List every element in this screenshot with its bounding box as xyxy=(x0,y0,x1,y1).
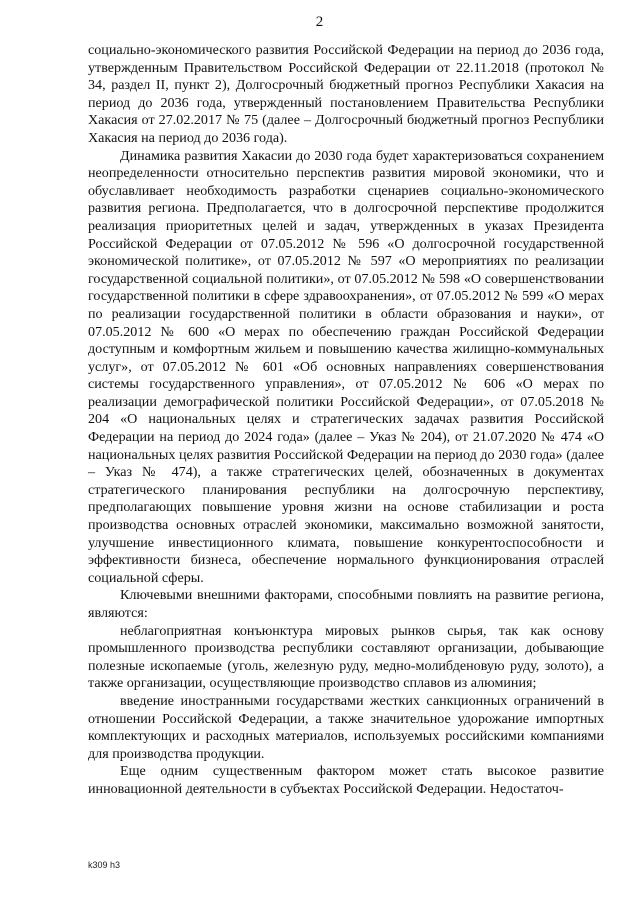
body-text xyxy=(88,42,604,799)
paragraph-innovation: Еще одним существенным фактором может стать высокое развитие инновационной деятельности в субъектах Российской Федерации. Недостаточ- xyxy=(88,763,604,797)
list-item-sanctions: введение иностранными государствами жестких санкционных ограничений в отношении Российской Федерации, а также значительное удорожание импортных комплектующих и расходных материалов, используемых российскими компаниями для производства продукции. xyxy=(88,692,604,762)
list-item-commodity-markets: неблагоприятная конъюнктура мировых рынков сырья, так как основу промышленного производства республики составляют организации, добывающие полезные ископаемые (уголь, железную руду, медно-молибденовую руду, золото), а также организации, осуществляющие производство сплавов из алюминия; xyxy=(88,622,604,692)
paragraph-key-factors: Ключевыми внешними факторами, способными повлиять на развитие региона, являются: xyxy=(88,587,604,621)
footer-code: k309 h3 xyxy=(88,860,121,870)
page-number: 2 xyxy=(315,14,324,30)
paragraph-dynamics: Динамика развития Хакасии до 2030 года будет характеризоваться сохранением неопределенности относительно перспектив развития мировой экономики, что и обуславливает необходимость разработки сценариев социально-экономического развития региона. Предполагается, что в долгосрочной перспективе продолжится реализация приоритетных целей и задач, утвержденных в указах Президента Российской Федерации от 07.05.2012 № 596 «О долгосрочной государственной экономической политике», от 07.05.2012 № 597 «О мероприятиях по реализации государственной социальной политики», от 07.05.2012 № 598 «О совершенствовании государственной политики в сфере здравоохранения», от 07.05.2012 № 599 «О мерах по реализации государственной политики в области образования и науки», от 07.05.2012 № 600 «О мерах по обеспечению граждан Российской Федерации доступным и комфортным жильем и повышению качества жилищно-коммунальных услуг», от 07.05.2012 № 601 «Об основных направлениях совершенствования системы государственного управления», от 07.05.2012 № 606 «О мерах по реализации демографической политики Российской Федерации», от 07.05.2018 № 204 «О национальных целях и стратегических задачах развития Российской Федерации на период до 2024 года» (далее – Указ № 204), от 21.07.2020 № 474 «О национальных целях развития Российской Федерации на период до 2030 года» (далее – Указ № 474), а также стратегических целей, обозначенных в документах стратегического планирования республики на долгосрочную перспективу, предполагающих повышение уровня жизни на основе стабилизации и роста производства основных отраслей экономики, максимально возможной занятости, улучшение инвестиционного климата, повышение конкурентоспособности и эффективности бизнеса, обеспечение нормального функционирования отраслей социальной сферы. xyxy=(88,147,604,586)
paragraph-continuation: социально-экономического развития Российской Федерации на период до 2036 года, утвержденным Правительством Российской Федерации от 22.11.2018 (протокол № 34, раздел II, пункт 2), Долгосрочный бюджетный прогноз Республики Хакасия на период до 2036 года, утвержденный постановлением Правительства Республики Хакасия от 27.02.2017 № 75 (далее – Долгосрочный бюджетный прогноз Республики Хакасия на период до 2036 года). xyxy=(88,42,604,146)
